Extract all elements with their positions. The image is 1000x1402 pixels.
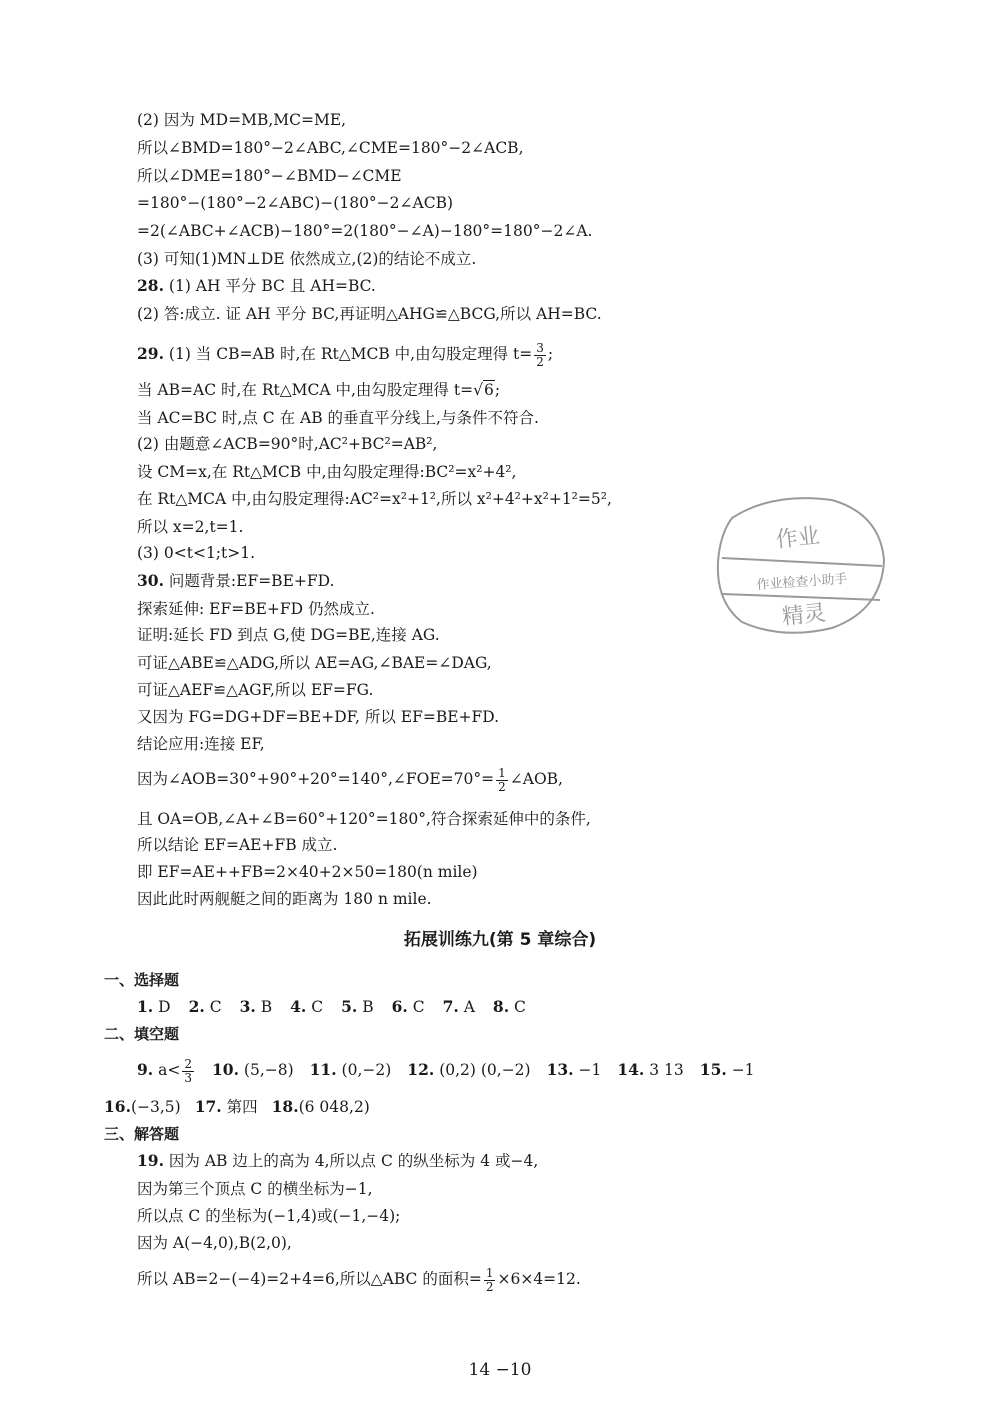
part1-heading: 一、选择题: [104, 971, 180, 989]
fraction: [534, 342, 546, 369]
q19-line-5: [137, 1264, 581, 1294]
line-30-8: [137, 764, 563, 794]
line-30-7: 结论应用:连接 EF,: [137, 735, 265, 753]
line-30-5: 可证△AEF≌△AGF,所以 EF=FG.: [137, 681, 374, 699]
fill-answer-11: 11. (0,−2): [309, 1060, 392, 1079]
line-30-9: 且 OA=OB,∠A+∠B=60°+120°=180°,符合探索延伸中的条件,: [137, 810, 591, 828]
stamp-watermark: [712, 490, 888, 638]
radical-sign: √: [473, 381, 483, 399]
line-30-1: [137, 571, 334, 591]
q19-line-1: [137, 1151, 538, 1171]
line-29-3: (3) 0<t<1;t>1.: [137, 544, 256, 562]
line-30-10: 所以结论 EF=AE+FB 成立.: [137, 836, 338, 854]
question-number: 19.: [137, 1151, 164, 1170]
q19-line-4: 因为 A(−4,0),B(2,0),: [137, 1234, 292, 1252]
fraction-numerator: 1: [498, 765, 506, 780]
fraction: $\frac{2}{3}$: [184, 1056, 192, 1085]
line-text-tail: ;: [494, 381, 501, 399]
line-text: (1) AH 平分 BC 且 AH=BC.: [168, 277, 376, 295]
line-30-4: 可证△ABE≌△ADG,所以 AE=AG,∠BAE=∠DAG,: [137, 654, 492, 672]
line-30-11: 即 EF=AE++FB=2×40+2×50=180(n mile): [137, 863, 478, 881]
fill-answer-10: 10. (5,−8): [212, 1060, 294, 1079]
fill-answer-9: 9. a< $\frac{2}{3}$: [137, 1056, 192, 1085]
fill-answer-18: 18.(6 048,2): [271, 1097, 370, 1116]
line-text: 因为 AB 边上的高为 4,所以点 C 的纵坐标为 4 或−4,: [168, 1152, 539, 1170]
q19-line-2: 因为第三个顶点 C 的横坐标为−1,: [137, 1180, 373, 1198]
line-29-1: [137, 339, 553, 369]
choice-answer-2: 2. C: [188, 997, 222, 1016]
fraction-denominator: 2: [536, 354, 544, 369]
choice-answer-5: 5. B: [341, 997, 374, 1016]
line-text: 因为∠AOB=30°+90°+20°=140°,∠FOE=70°=: [137, 770, 495, 788]
part2-heading: 二、填空题: [104, 1025, 180, 1043]
line-text-tail: ;: [547, 345, 554, 363]
stamp-middle-text: 作业检查小助手: [756, 571, 848, 594]
choice-answer-3: 3. B: [239, 997, 273, 1016]
choice-answer-1: 1. D: [137, 997, 171, 1016]
line-27-2-d: =2(∠ABC+∠ACB)−180°=2(180°−∠A)−180°=180°−2∠A.: [137, 222, 593, 240]
fraction-numerator: 3: [536, 340, 544, 355]
line-29-2-a: 设 CM=x,在 Rt△MCB 中,由勾股定理得:BC²=x²+4²,: [137, 463, 517, 481]
question-number: 28.: [137, 276, 164, 295]
stamp-top-text: 作业: [774, 523, 822, 554]
fill-answer-14: 14. 3 13: [617, 1060, 684, 1079]
line-27-2-a: 所以∠BMD=180°−2∠ABC,∠CME=180°−2∠ACB,: [137, 139, 524, 157]
fraction: [496, 767, 508, 794]
line-text-tail: ∠AOB,: [509, 770, 563, 788]
line-30-6: 又因为 FG=DG+DF=BE+DF, 所以 EF=BE+FD.: [137, 708, 500, 726]
line-28-1: [137, 276, 376, 296]
line-27-2-c: =180°−(180°−2∠ABC)−(180°−2∠ACB): [137, 194, 454, 212]
section-title: 拓展训练九(第 5 章综合): [403, 930, 597, 950]
line-29-1-c: 当 AC=BC 时,点 C 在 AB 的垂直平分线上,与条件不符合.: [137, 409, 539, 427]
line-text: 当 AB=AC 时,在 Rt△MCA 中,由勾股定理得 t=: [137, 381, 474, 399]
line-27-2-b: 所以∠DME=180°−∠BMD−∠CME: [137, 167, 402, 185]
line-text: (1) 当 CB=AB 时,在 Rt△MCB 中,由勾股定理得 t=: [168, 345, 533, 363]
line-text: 所以 AB=2−(−4)=2+4=6,所以△ABC 的面积=: [137, 1270, 482, 1288]
part2-answers-row2: [104, 1097, 370, 1117]
line-29-2: (2) 由题意∠ACB=90°时,AC²+BC²=AB²,: [137, 435, 438, 453]
fill-answer-13: 13. −1: [546, 1060, 602, 1079]
fill-answer-17: 17. 第四: [194, 1097, 258, 1116]
fill-answer-16: 16.(−3,5): [104, 1097, 181, 1116]
line-27-2: (2) 因为 MD=MB,MC=ME,: [137, 111, 347, 129]
line-28-2: (2) 答:成立. 证 AH 平分 BC,再证明△AHG≌△BCG,所以 AH=BC.: [137, 305, 602, 323]
line-29-2-c: 所以 x=2,t=1.: [137, 518, 244, 536]
part1-answers: [137, 997, 526, 1017]
line-29-2-b: 在 Rt△MCA 中,由勾股定理得:AC²=x²+1²,所以 x²+4²+x²+1²=5²,: [137, 490, 612, 508]
line-29-1-b: [137, 380, 500, 400]
line-30-12: 因此此时两舰艇之间的距离为 180 n mile.: [137, 890, 432, 908]
line-text: 问题背景:EF=BE+FD.: [168, 572, 335, 590]
fraction: $\frac{1}{2}$: [485, 1265, 494, 1294]
page-number: 14 −10: [468, 1360, 532, 1380]
question-number: 30.: [137, 571, 164, 590]
square-root: [473, 380, 495, 400]
fraction-denominator: 2: [498, 779, 506, 794]
choice-answer-7: 7. A: [442, 997, 475, 1016]
part3-heading: 三、解答题: [104, 1125, 180, 1143]
fill-answer-12: 12. (0,2) (0,−2): [407, 1060, 531, 1079]
line-27-3: (3) 可知(1)MN⊥DE 依然成立,(2)的结论不成立.: [137, 250, 477, 268]
choice-answer-8: 8. C: [492, 997, 526, 1016]
fill-answer-15: 15. −1: [699, 1060, 755, 1079]
radicand: 6: [483, 381, 494, 399]
line-text-tail: ×6×4=12.: [497, 1270, 581, 1288]
stamp-bottom-text: 精灵: [780, 600, 828, 631]
part2-answers-row1: [137, 1055, 755, 1085]
choice-answer-4: 4. C: [290, 997, 324, 1016]
line-30-3: 证明:延长 FD 到点 G,使 DG=BE,连接 AG.: [137, 626, 440, 644]
question-number: 29.: [137, 344, 164, 363]
q19-line-3: 所以点 C 的坐标为(−1,4)或(−1,−4);: [137, 1207, 401, 1225]
line-30-2: 探索延伸: EF=BE+FD 仍然成立.: [137, 600, 375, 618]
choice-answer-6: 6. C: [391, 997, 425, 1016]
